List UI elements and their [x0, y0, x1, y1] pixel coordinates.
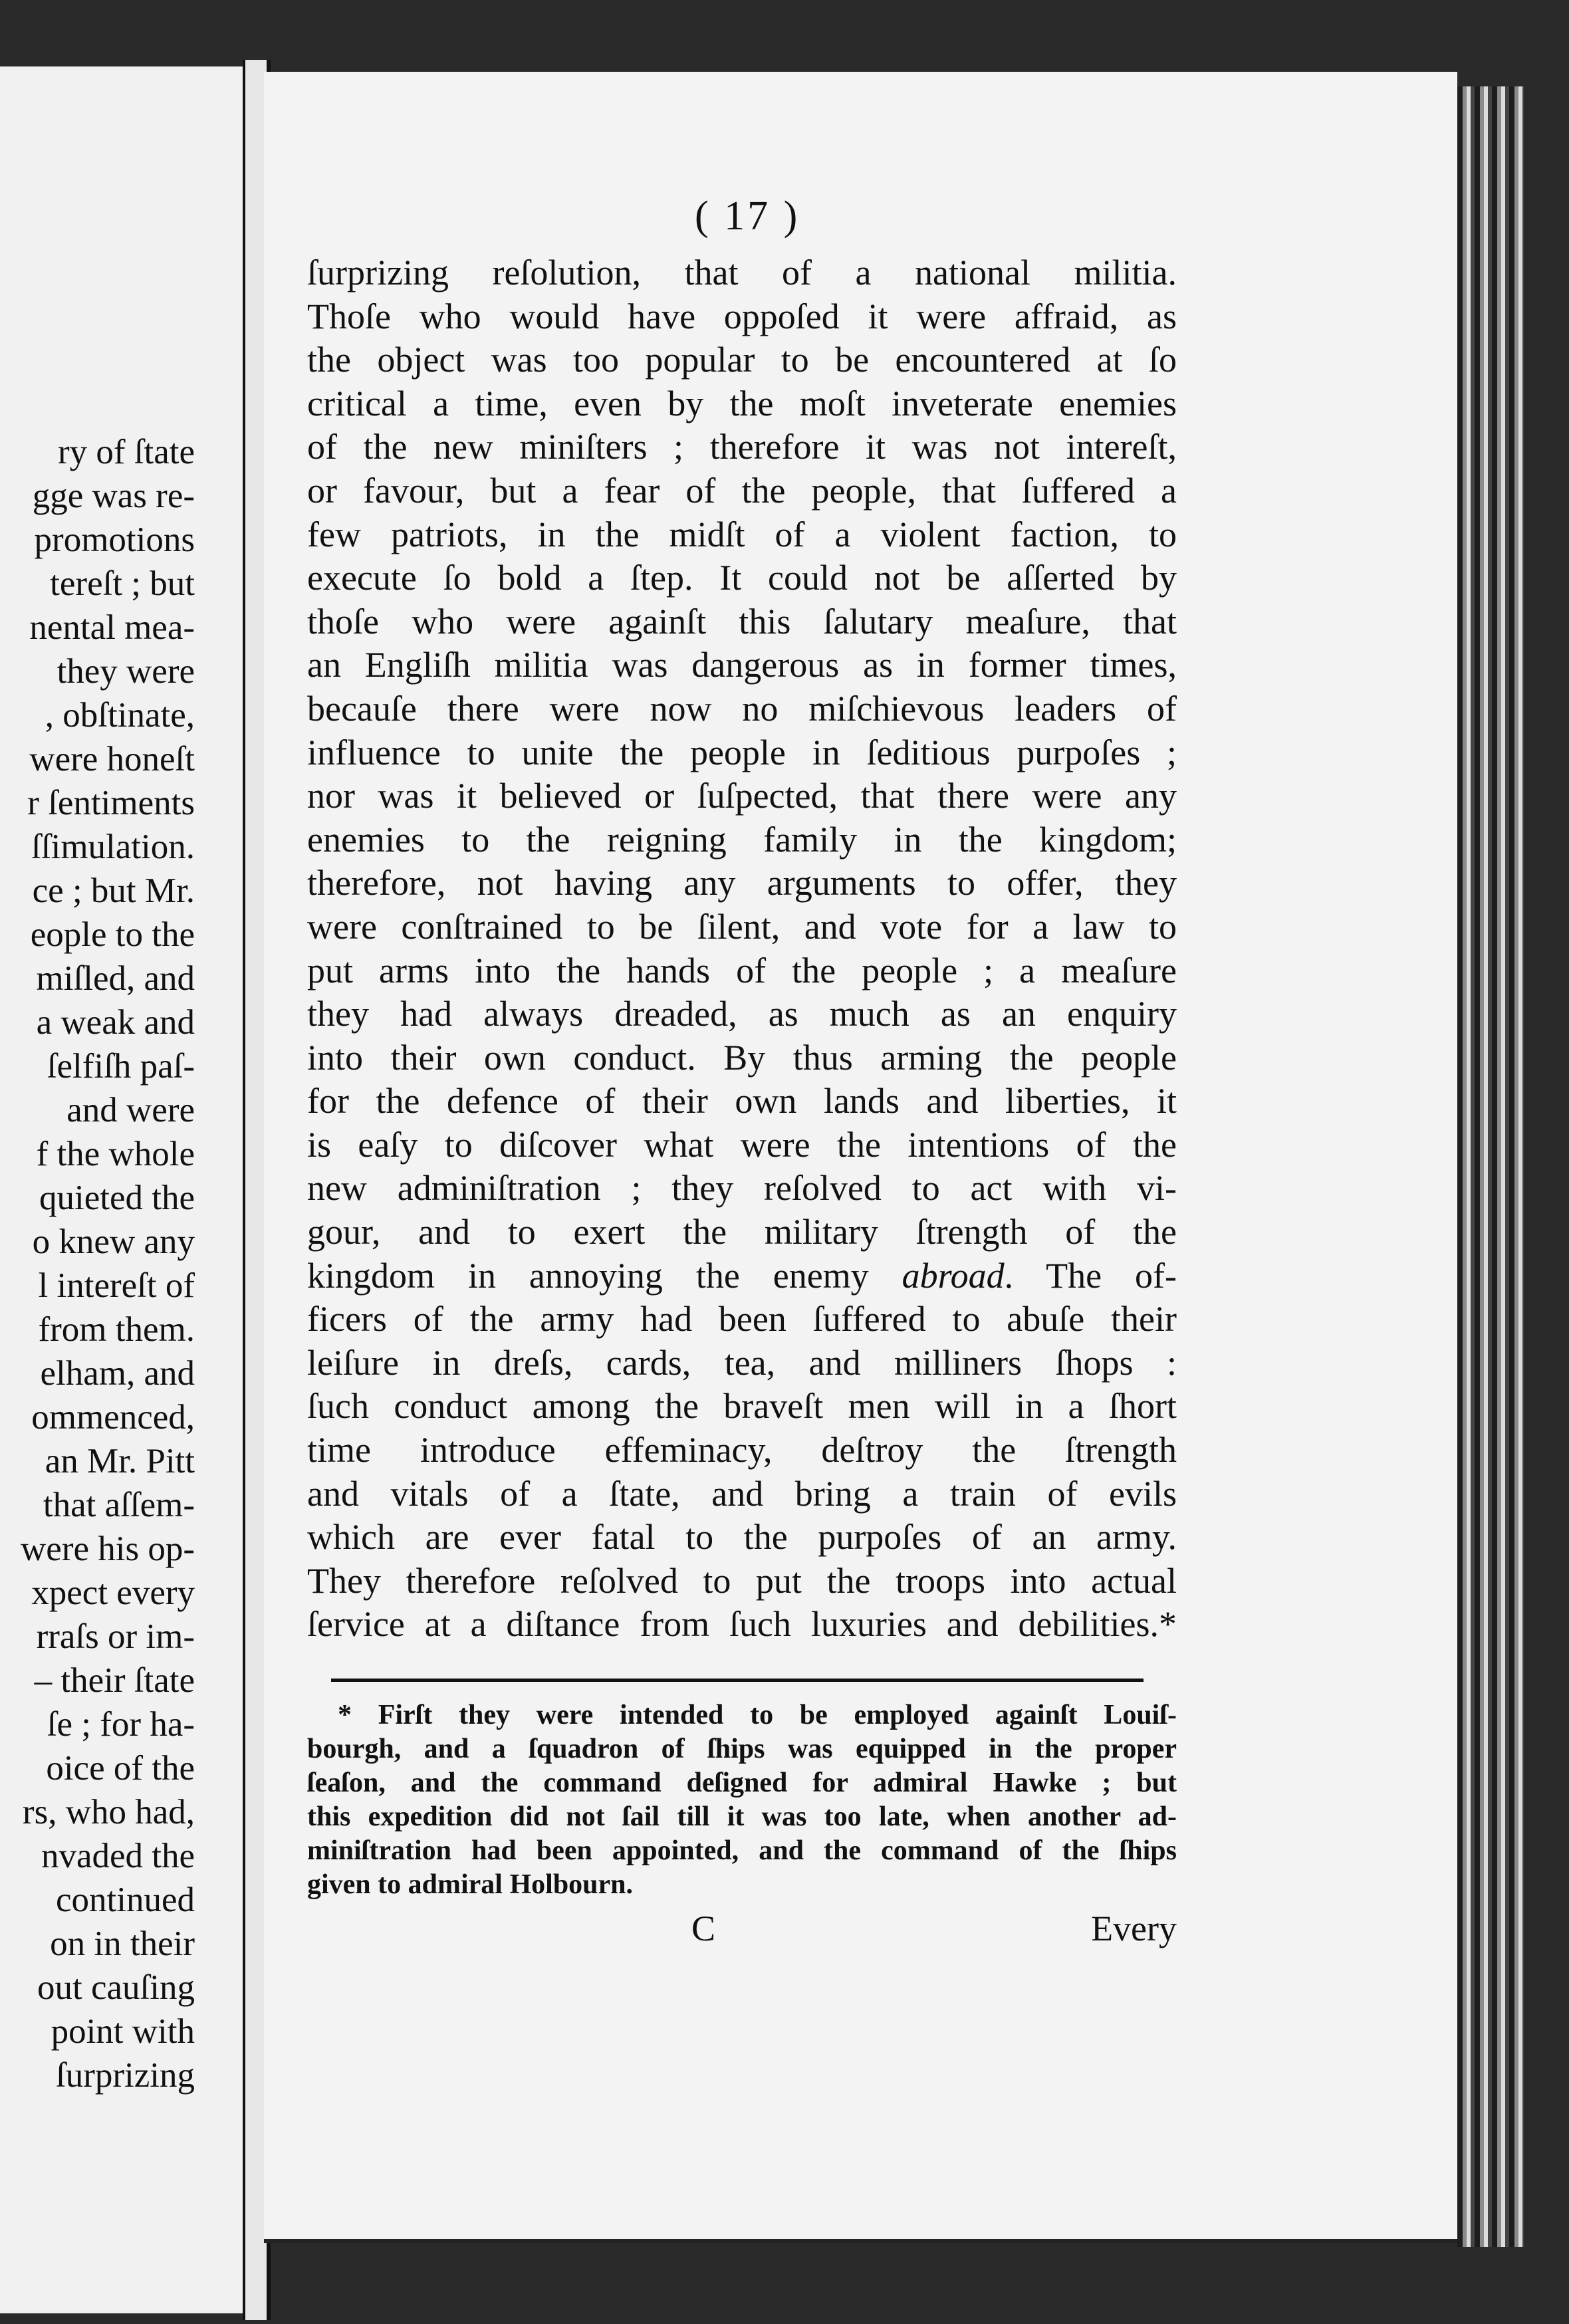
text-line: ſervice at a diſtance from ſuch luxuries and debilities.* [307, 1604, 1177, 1645]
text-line: influence to unite the people in ſeditious purpoſes ; [307, 732, 1177, 772]
text-line: into their own conduct. By thus arming the people [307, 1037, 1177, 1078]
left-page-text [0, 430, 195, 2097]
text-line: for the defence of their own lands and liberties, it [307, 1081, 1177, 1121]
text-line: , obſtinate, [45, 696, 195, 735]
text-line: and were [66, 1091, 195, 1129]
text-line: gge was re- [32, 477, 195, 515]
text-line: ſſimulation. [31, 828, 195, 866]
text-line: time introduce effeminacy, deſtroy the ſtrength [307, 1430, 1177, 1470]
text-line: an Engliſh militia was dangerous as in former times, [307, 645, 1177, 685]
text-line: ficers of the army had been ſuffered to abuſe their [307, 1299, 1177, 1339]
text-line: tereſt ; but [50, 564, 195, 603]
text-line: which are ever fatal to the purpoſes of an army. [307, 1517, 1177, 1558]
text-line: kingdom in annoying the enemy abroad. The of- [307, 1255, 1177, 1296]
text-line: out cauſing [37, 1968, 195, 2007]
italic-word: abroad [902, 1255, 1005, 1296]
text-line: ſuch conduct among the braveſt men will in a ſhort [307, 1386, 1177, 1427]
text-line: were honeſt [29, 740, 195, 778]
text-line: bourgh, and a ſquadron of ſhips was equipped in the proper [307, 1734, 1177, 1764]
text-line: xpect every [31, 1573, 195, 1612]
text-line: thoſe who were againſt this ſalutary meaſure, that [307, 601, 1177, 641]
left-facing-page [0, 66, 247, 2313]
text-line: ſeaſon, and the command deſigned for admiral Hawke ; but [307, 1768, 1177, 1798]
text-line: a weak and [36, 1003, 195, 1042]
text-line: were conſtrained to be ſilent, and vote for a law to [307, 906, 1177, 947]
text-line: f the whole [36, 1135, 195, 1173]
page-footer [307, 1908, 1177, 1961]
text-line: – their ſtate [34, 1661, 195, 1700]
text-line: execute ſo bold a ſtep. It could not be aſſerted by [307, 558, 1177, 598]
text-line: from them. [38, 1310, 195, 1349]
text-line: this expedition did not ſail till it was too late, when another ad- [307, 1801, 1177, 1832]
footnote [307, 1698, 1177, 1902]
text-line: put arms into the hands of the people ; a meaſure [307, 950, 1177, 990]
text-line: eople to the [30, 915, 195, 954]
text-line: that aſſem- [43, 1486, 195, 1524]
text-line: and vitals of a ſtate, and bring a train of evils [307, 1473, 1177, 1514]
text-line: on in their [50, 1924, 195, 1963]
text-line: an Mr. Pitt [45, 1442, 195, 1480]
text-line: given to admiral Holbourn. [307, 1869, 634, 1900]
text-line: leiſure in dreſs, cards, tea, and milliners ſhops : [307, 1342, 1177, 1383]
text-line: point with [51, 2012, 195, 2051]
footnote-rule [331, 1679, 1144, 1682]
text-line: ſurprizing [56, 2056, 195, 2095]
text-line: they had always dreaded, as much as an enquiry [307, 994, 1177, 1034]
text-line: continued [56, 1881, 195, 1919]
signature-mark: C [691, 1909, 716, 1948]
page-edges [1457, 86, 1524, 2247]
text-line: miniſtration had been appointed, and the command of the ſhips [307, 1835, 1177, 1866]
text-line: the object was too popular to be encountered at ſo [307, 340, 1177, 380]
text-line: new adminiſtration ; they reſolved to act with vi- [307, 1168, 1177, 1209]
text-line: l intereſt of [38, 1266, 195, 1305]
text-line: nvaded the [41, 1837, 195, 1875]
body-text [307, 251, 1177, 1647]
text-line: ommenced, [31, 1398, 195, 1437]
text-line: or favour, but a fear of the people, that ſuffered a [307, 470, 1177, 511]
text-line: therefore, not having any arguments to offer, they [307, 863, 1177, 903]
text-line: nor was it believed or ſuſpected, that there were any [307, 776, 1177, 816]
text-line: nental mea- [29, 608, 195, 647]
text-line: They therefore reſolved to put the troops into actual [307, 1560, 1177, 1601]
text-line: rs, who had, [22, 1793, 195, 1831]
text-line: miſled, and [36, 959, 195, 998]
text-line: quieted the [39, 1179, 195, 1217]
text-line: ce ; but Mr. [32, 872, 195, 910]
text-line: becauſe there were now no miſchievous leaders of [307, 688, 1177, 729]
text-line: of the new miniſters ; therefore it was not intereſt, [307, 427, 1177, 467]
catchword: Every [1091, 1909, 1177, 1948]
text-line: r ſentiments [27, 784, 195, 822]
page-number: ( 17 ) [695, 193, 800, 239]
text-line: o knew any [32, 1222, 195, 1261]
text-line: enemies to the reigning family in the kingdom; [307, 819, 1177, 860]
text-line: ſurprizing reſolution, that of a national militia. [307, 253, 1177, 292]
text-line: critical a time, even by the moſt inveterate enemies [307, 383, 1177, 423]
text-line: they were [57, 652, 195, 691]
text-line: few patriots, in the midſt of a violent faction, to [307, 514, 1177, 554]
text-line: * Firſt they were intended to be employed againſt Louiſ- [338, 1700, 1177, 1730]
text-line: gour, and to exert the military ſtrength of the [307, 1212, 1177, 1252]
text-line: were his op- [21, 1530, 195, 1568]
text-line: rraſs or im- [36, 1617, 195, 1656]
text-line: ry of ſtate [57, 433, 195, 471]
text-line: oice of the [46, 1749, 195, 1788]
text-line: Thoſe who would have oppoſed it were affraid, as [307, 296, 1177, 336]
text-line: ſelfiſh paſ- [47, 1047, 195, 1086]
text-line: promotions [34, 521, 195, 559]
text-line: elham, and [40, 1354, 195, 1393]
text-line: is eaſy to diſcover what were the intentions of the [307, 1124, 1177, 1165]
text-line: ſe ; for ha- [47, 1705, 195, 1744]
